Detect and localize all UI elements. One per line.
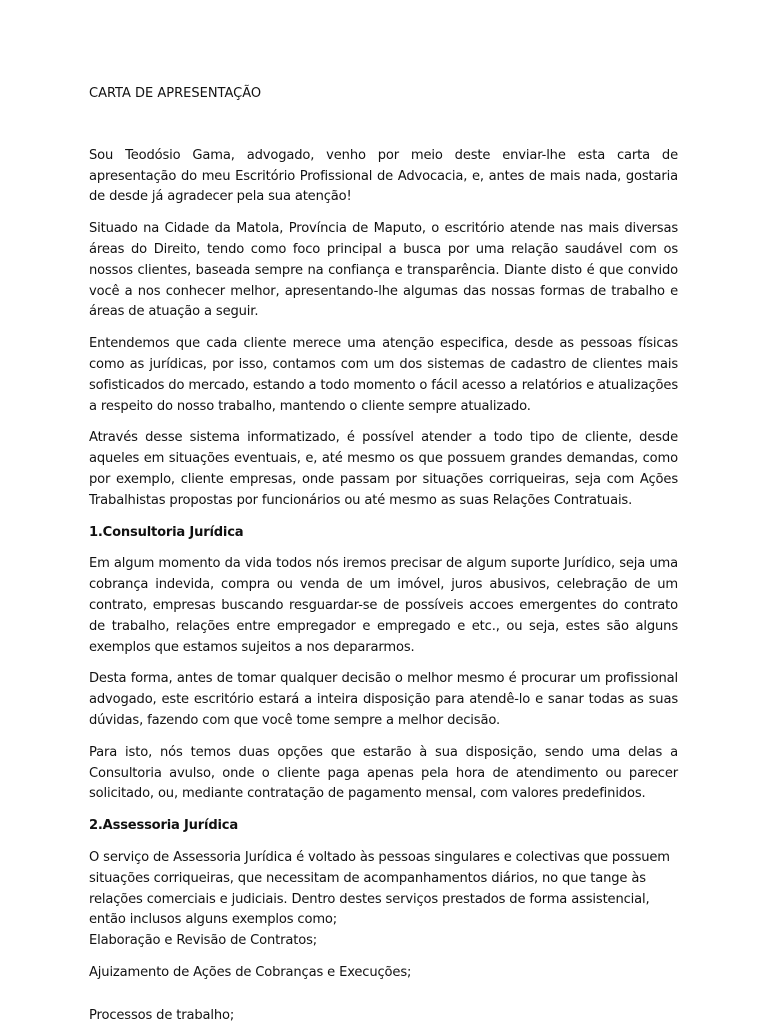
intro-paragraph-1: Sou Teodósio Gama, advogado, venho por meio deste enviar-lhe esta carta de apresentação do meu Escritório Profissional de Advocacia, e, antes de mais nada, gostaria de desde já agradecer pela sua atenção! (89, 147, 678, 205)
list-item-contratos: Elaboração e Revisão de Contratos; (89, 933, 318, 949)
section-heading-consultoria: 1.Consultoria Jurídica (89, 524, 244, 540)
letter-title: CARTA DE APRESENTAÇÃO (89, 86, 262, 101)
letter-body (89, 84, 678, 1026)
intro-paragraph-4: Através desse sistema informatizado, é possível atender a todo tipo de cliente, desde aqueles em situações eventuais, e, até mesmo os que possuem grandes demandas, como por exemplo, cliente empresas, onde passam por situações corriqueiras, seja com Ações Trabalhistas propostas por funcionários ou até mesmo as suas Relações Contratuais. (89, 430, 678, 508)
consultoria-paragraph-2: Desta forma, antes de tomar qualquer decisão o melhor mesmo é procurar um profissional advogado, este escritório estará a inteira disposição para atendê-lo e sanar todas as suas dúvidas, fazendo com que você tome sempre a melhor decisão. (89, 671, 678, 728)
section-heading-assessoria: 2.Assessoria Jurídica (89, 818, 239, 834)
consultoria-paragraph-3: Para isto, nós temos duas opções que estarão à sua disposição, sendo uma delas a Consultoria avulso, onde o cliente paga apenas pela hora de atendimento ou parecer solicitado, ou, mediante contratação de pagamento mensal, com valores predefinidos. (89, 744, 678, 802)
consultoria-paragraph-1: Em algum momento da vida todos nós iremos precisar de algum suporte Jurídico, seja uma cobrança indevida, compra ou venda de um imóvel, juros abusivos, celebração de um contrato, empresas buscando resguardar-se de possíveis accoes emergentes do contrato de trabalho, relações entre empregador e empregado e etc., ou seja, estes são alguns exemplos que estamos sujeitos a nos depararmos. (89, 556, 678, 655)
intro-paragraph-3: Entendemos que cada cliente merece uma atenção especifica, desde as pessoas físicas como as jurídicas, por isso, contamos com um dos sistemas de cadastro de clientes mais sofisticados do mercado, estando a todo momento o fácil acesso a relatórios e atualizações a respeito do nosso trabalho, mantendo o cliente sempre atualizado. (89, 336, 678, 414)
assessoria-paragraph: O serviço de Assessoria Jurídica é voltado às pessoas singulares e colectivas que possuem situações corriqueiras, que necessitam de acompanhamentos diários, no que tange às relações comerciais e judiciais. Dentro destes serviços prestados de forma assistencial, então inclusos alguns exemplos como; (89, 849, 670, 928)
intro-paragraph-2: Situado na Cidade da Matola, Província de Maputo, o escritório atende nas mais diversas áreas do Direito, tendo como foco principal a busca por uma relação saudável com os nossos clientes, baseada sempre na confiança e transparência. Diante disto é que convido você a nos conhecer melhor, apresentando-lhe algumas das nossas formas de trabalho e áreas de atuação a seguir. (89, 221, 678, 320)
list-item-cobrancas: Ajuizamento de Ações de Cobranças e Execuções; (89, 964, 412, 980)
list-item-processos: Processos de trabalho; (89, 1007, 235, 1023)
